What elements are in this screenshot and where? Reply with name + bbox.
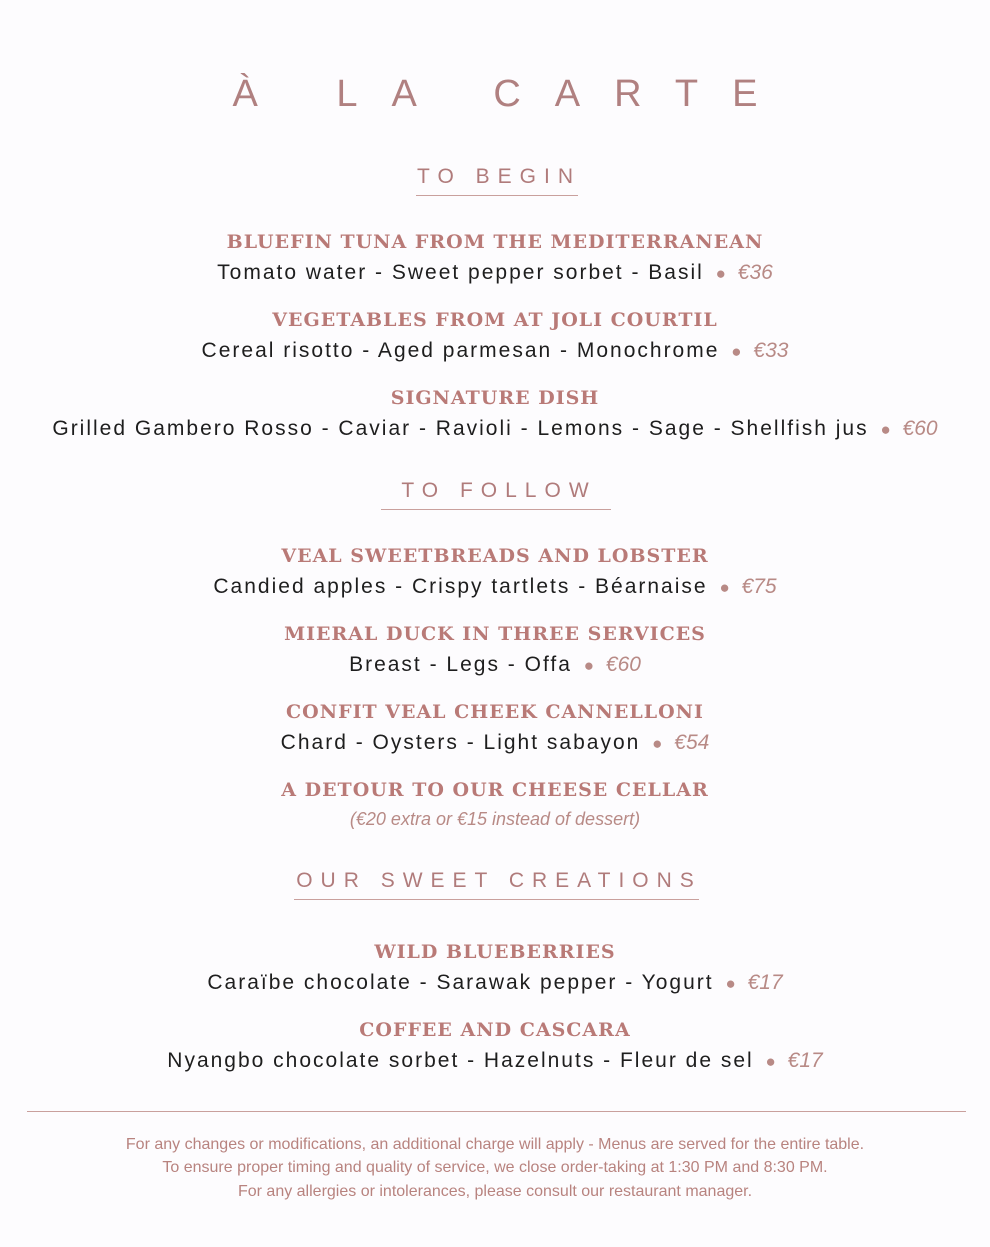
bullet-icon: ● <box>880 420 891 439</box>
dish-price: €17 <box>787 1049 823 1072</box>
dish-price: €60 <box>605 653 641 676</box>
dish-description: Breast - Legs - Offa <box>349 653 572 676</box>
dish-price: €33 <box>753 339 789 362</box>
dish-name: A DETOUR TO OUR CHEESE CELLAR <box>281 779 709 801</box>
bullet-icon: ● <box>765 1052 776 1071</box>
section-underline <box>381 509 611 510</box>
dish-description-line <box>0 260 990 287</box>
section-heading-to-begin: TO BEGIN <box>417 165 581 188</box>
dish-note: (€20 extra or €15 instead of dessert) <box>349 809 641 829</box>
dish-description-line <box>0 730 990 757</box>
section-heading-sweet-creations: OUR SWEET CREATIONS <box>296 869 702 892</box>
dish-name: WILD BLUEBERRIES <box>374 941 616 963</box>
dish-description-line <box>0 652 990 679</box>
dish-name: VEGETABLES FROM AT JOLI COURTIL <box>272 309 718 331</box>
dish-description-line <box>0 970 990 997</box>
dish-description-line <box>0 338 990 365</box>
bullet-icon: ● <box>719 578 730 597</box>
section-heading-to-follow: TO FOLLOW <box>401 479 597 502</box>
bullet-icon: ● <box>652 734 663 753</box>
page-title: À LA CARTE <box>232 73 792 115</box>
dish-description-line <box>0 1048 990 1075</box>
dish-name: CONFIT VEAL CHEEK CANNELLONI <box>286 701 704 723</box>
dish-name: MIERAL DUCK IN THREE SERVICES <box>284 623 706 645</box>
dish-description: Cereal risotto - Aged parmesan - Monochrome <box>201 339 720 362</box>
section-underline <box>294 899 699 900</box>
footer-note: For any allergies or intolerances, please consult our restaurant manager. <box>237 1183 753 1200</box>
dish-description: Chard - Oysters - Light sabayon <box>280 731 641 754</box>
dish-description: Tomato water - Sweet pepper sorbet - Basil <box>217 261 704 284</box>
dish-description-line <box>0 574 990 601</box>
dish-price: €75 <box>741 575 777 598</box>
dish-name: VEAL SWEETBREADS AND LOBSTER <box>281 545 709 567</box>
dish-description: Candied apples - Crispy tartlets - Béarnaise <box>213 575 708 598</box>
dish-description: Nyangbo chocolate sorbet - Hazelnuts - Fleur de sel <box>167 1049 754 1072</box>
dish-description-line <box>0 416 990 443</box>
dish-price: €60 <box>902 417 938 440</box>
dish-name: SIGNATURE DISH <box>390 387 600 409</box>
footer-divider <box>27 1111 966 1112</box>
dish-description: Caraïbe chocolate - Sarawak pepper - Yogurt <box>207 971 714 994</box>
footer-note: To ensure proper timing and quality of service, we close order-taking at 1:30 PM and 8:30 PM. <box>162 1159 828 1176</box>
dish-price: €36 <box>737 261 773 284</box>
dish-name: COFFEE AND CASCARA <box>359 1019 631 1041</box>
dish-price: €54 <box>674 731 710 754</box>
footer-note: For any changes or modifications, an additional charge will apply - Menus are served for the entire table. <box>125 1136 865 1153</box>
dish-name: BLUEFIN TUNA FROM THE MEDITERRANEAN <box>226 231 764 253</box>
bullet-icon: ● <box>583 656 595 675</box>
bullet-icon: ● <box>731 342 742 361</box>
dish-price: €17 <box>747 971 783 994</box>
dish-description: Grilled Gambero Rosso - Caviar - Ravioli - Lemons - Sage - Shellfish jus <box>52 417 869 440</box>
section-underline <box>416 195 578 196</box>
bullet-icon: ● <box>725 974 736 993</box>
bullet-icon: ● <box>715 264 726 283</box>
